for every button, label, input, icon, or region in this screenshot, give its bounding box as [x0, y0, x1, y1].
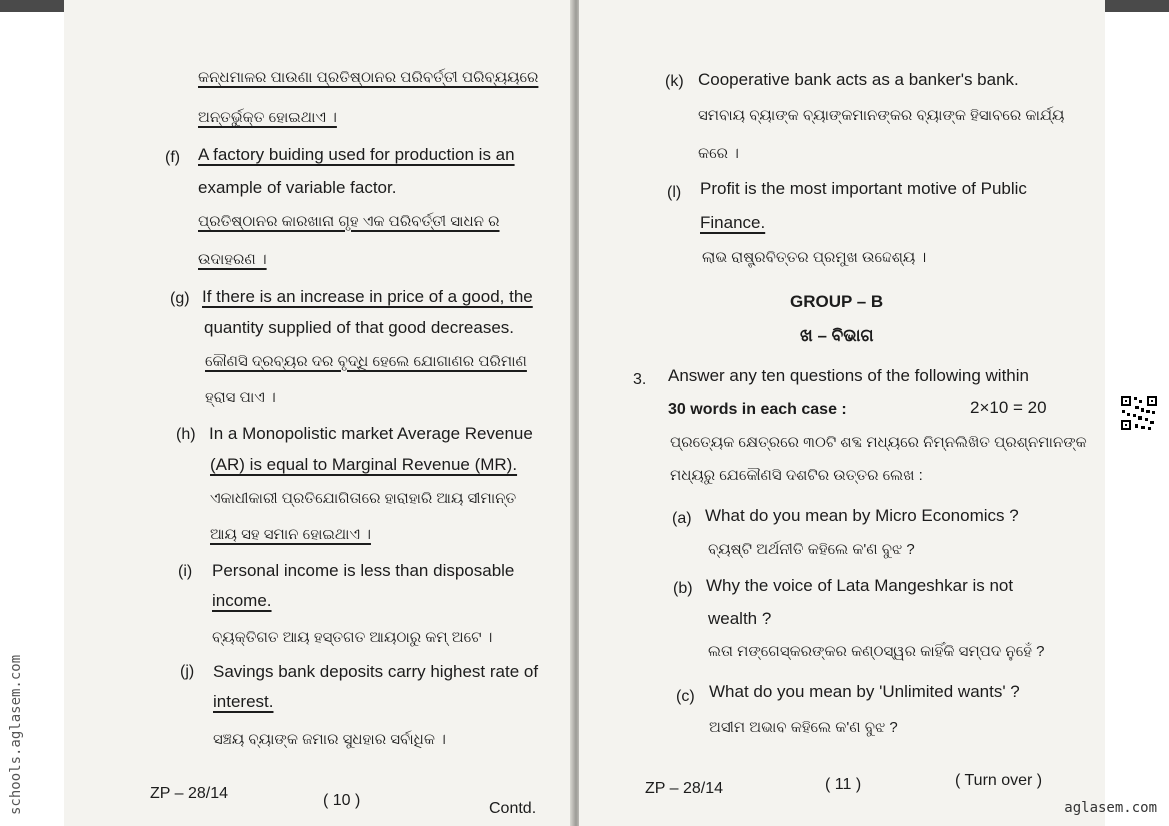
item-f-statement-line-2: example of variable factor.	[198, 178, 397, 197]
item-f-label: (f)	[165, 149, 181, 166]
item-h-odia-line-1: ଏକାଧୀକାରୀ ପ୍ରତିଯୋଗିତାରେ ହାରାହାରି ଆୟ ସୀମାନ୍ତ	[210, 490, 517, 507]
item-g-statement-line-1: If there is an increase in price of a good, the	[202, 287, 533, 306]
item-h-statement-line-1: In a Monopolistic market Average Revenue	[209, 424, 533, 443]
question-c-text: What do you mean by 'Unlimited wants' ?	[709, 682, 1020, 701]
question-b-odia: ଲତା ମଙ୍ଗେସ୍କରଙ୍କର କଣ୍ଠସ୍ୱର କାହିଁକି ସମ୍ପଦ ନୁହେଁ ?	[708, 643, 1045, 660]
item-h-odia-line-2: ଆୟ ସହ ସମାନ ହୋଇଥାଏ ।	[210, 526, 371, 543]
question-3-instruction-line-1: Answer any ten questions of the following within	[668, 366, 1029, 385]
item-i-odia-line-1: ବ୍ୟକ୍ତିଗତ ଆୟ ହସ୍ତଗତ ଆୟଠାରୁ କମ୍ ଅଟେ ।	[212, 629, 493, 646]
left-footer-page-number: ( 10 )	[323, 792, 361, 809]
item-k-odia-line-2: କରେ ।	[698, 145, 739, 162]
side-watermark: schools.aglasem.com	[8, 654, 24, 815]
question-3-number: 3.	[633, 371, 647, 388]
item-j-statement-line-2: interest.	[213, 692, 274, 711]
item-e-odia-line-2: ଅନ୍ତର୍ଭୁକ୍ତ ହୋଇଥାଏ ।	[198, 109, 337, 126]
item-j-odia-line-1: ସଞ୍ଚୟ ବ୍ୟାଙ୍କ ଜମାର ସୁଧହାର ସର୍ବାଧିକ ।	[213, 731, 446, 748]
item-k-label: (k)	[665, 73, 684, 90]
qr-code-icon	[1119, 394, 1159, 432]
item-f-odia-line-1: ପ୍ରତିଷ୍ଠାନର କାରଖାନା ଗୃହ ଏକ ପରିବର୍ତ୍ତୀ ସାଧନ ର	[198, 213, 500, 230]
item-j-statement-line-1: Savings bank deposits carry highest rate of	[213, 662, 539, 681]
item-g-label: (g)	[170, 290, 190, 307]
left-footer-contd: Contd.	[489, 800, 537, 817]
question-3-instruction-line-2: 30 words in each case :	[668, 401, 847, 418]
corner-watermark: aglasem.com	[1064, 800, 1157, 816]
item-l-label: (l)	[667, 184, 682, 201]
item-l-odia-line-1: ଲାଭ ରାଷ୍ଟ୍ରବିତ୍ତର ପ୍ରମୁଖ ଉଦ୍ଦେଶ୍ୟ ।	[702, 249, 927, 266]
question-b-text-line-2: wealth ?	[708, 609, 772, 628]
question-b-label: (b)	[673, 580, 693, 597]
question-c-label: (c)	[676, 688, 695, 705]
group-b-heading: GROUP – B	[790, 292, 884, 311]
item-i-statement-line-2: income.	[212, 591, 272, 610]
question-c-odia: ଅସୀମ ଅଭାବ କହିଲେ କ'ଣ ବୁଝ ?	[709, 719, 898, 736]
group-b-odia-heading: ଖ – ବିଭାଗ	[800, 326, 874, 345]
right-footer-page-number: ( 11 )	[825, 776, 862, 793]
right-footer-code: ZP – 28/14	[645, 780, 723, 797]
question-3-odia-line-1: ପ୍ରତ୍ୟେକ କ୍ଷେତ୍ରରେ ୩୦ଟି ଶବ୍ଦ ମଧ୍ୟରେ ନିମ୍ନଲିଖିତ ପ୍ରଶ୍ନମାନଙ୍କ	[670, 434, 1087, 451]
item-l-statement-line-1: Profit is the most important motive of Public	[700, 179, 1027, 198]
question-a-label: (a)	[672, 510, 692, 527]
item-h-statement-line-2: (AR) is equal to Marginal Revenue (MR).	[210, 455, 518, 474]
question-3-marks: 2×10 = 20	[970, 398, 1047, 417]
question-a-odia: ବ୍ୟଷ୍ଟି ଅର୍ଥନୀତି କହିଲେ କ'ଣ ବୁଝ ?	[708, 541, 915, 558]
question-a-text: What do you mean by Micro Economics ?	[705, 506, 1019, 525]
right-footer-turn-over: ( Turn over )	[955, 772, 1043, 789]
item-j-label: (j)	[180, 663, 195, 680]
item-g-odia-line-1: କୌଣସି ଦ୍ରବ୍ୟର ଦର ବୃଦ୍ଧି ହେଲେ ଯୋଗାଣର ପରିମାଣ	[205, 353, 527, 370]
item-f-odia-line-2: ଉଦାହରଣ ।	[198, 251, 267, 268]
item-h-label: (h)	[176, 426, 196, 443]
item-k-statement-line-1: Cooperative bank acts as a banker's bank.	[698, 70, 1019, 89]
left-footer-code: ZP – 28/14	[150, 785, 228, 802]
item-l-statement-line-2: Finance.	[700, 213, 766, 232]
item-f-statement-line-1: A factory buiding used for production is an	[198, 145, 515, 164]
item-g-odia-line-2: ହ୍ରାସ ପାଏ ।	[205, 389, 276, 406]
item-i-label: (i)	[178, 563, 193, 580]
item-g-statement-line-2: quantity supplied of that good decreases.	[204, 318, 514, 337]
question-b-text-line-1: Why the voice of Lata Mangeshkar is not	[706, 576, 1014, 595]
item-e-odia-line-1: କନ୍ଧମାଳର ପାଉଣା ପ୍ରତିଷ୍ଠାନର ପରିବର୍ତ୍ତୀ ପରିବ୍ୟୟରେ	[198, 69, 539, 86]
item-k-odia-line-1: ସମବାୟ ବ୍ୟାଙ୍କ ବ୍ୟାଙ୍କମାନଙ୍କର ବ୍ୟାଙ୍କ ହିସାବରେ କାର୍ଯ୍ୟ	[698, 107, 1065, 124]
question-3-odia-line-2: ମଧ୍ୟରୁ ଯେକୌଣସି ଦଶଟିର ଉତ୍ତର ଲେଖ :	[670, 467, 923, 484]
item-i-statement-line-1: Personal income is less than disposable	[212, 561, 515, 580]
